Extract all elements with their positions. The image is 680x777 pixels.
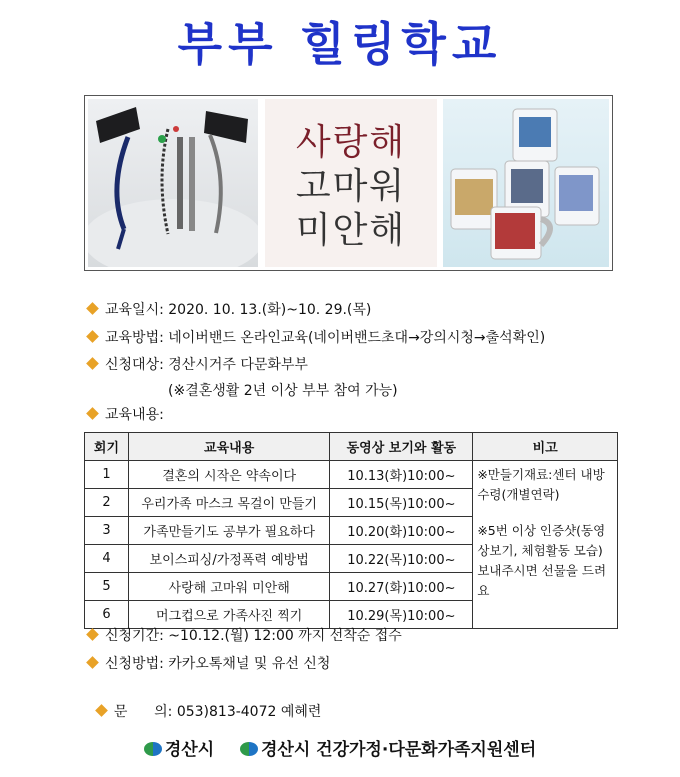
diamond-bullet-icon xyxy=(95,704,108,717)
edu-method xyxy=(84,328,545,348)
session-time: 10.20(화)10:00~ xyxy=(330,517,473,545)
footer-logo2: 경산시 건강가정·다문화가족지원센터 xyxy=(260,740,537,760)
diamond-bullet-icon xyxy=(86,357,99,370)
diamond-bullet-icon xyxy=(86,656,99,669)
page-title: 부부 힐링학교 xyxy=(177,17,503,71)
session-time: 10.27(화)10:00~ xyxy=(330,573,473,601)
footer-logos xyxy=(0,735,680,760)
edu-date-text: 교육일시: 2020. 10. 13.(화)~10. 29.(목) xyxy=(105,302,372,318)
contact-text: 문 의: 053)813-4072 예혜련 xyxy=(113,704,322,720)
apply-method xyxy=(84,654,330,674)
footer-logo1: 경산시 xyxy=(164,740,215,760)
session-time: 10.29(목)10:00~ xyxy=(330,601,473,629)
target-note: (※결혼생활 2년 이상 부부 참여 가능) xyxy=(168,383,398,399)
session-no: 3 xyxy=(85,517,129,545)
calligraphy-text xyxy=(265,121,437,253)
diamond-bullet-icon xyxy=(86,330,99,343)
gyeongsan-logo-icon xyxy=(144,742,162,756)
session-topic: 결혼의 시작은 약속이다 xyxy=(128,461,329,489)
edu-target-text: 신청대상: 경산시거주 다문화부부 xyxy=(105,357,308,373)
edu-content-text: 교육내용: xyxy=(105,407,164,423)
mask-necklace-illustration xyxy=(88,99,258,267)
edu-method-text: 교육방법: 네이버밴드 온라인교육(네이버밴드초대→강의시청→출석확인) xyxy=(105,330,546,346)
session-no: 6 xyxy=(85,601,129,629)
session-no: 2 xyxy=(85,489,129,517)
diamond-bullet-icon xyxy=(86,628,99,641)
header-session: 회기 xyxy=(85,433,129,461)
apply-period-text: 신청기간: ~10.12.(월) 12:00 까지 선착순 접수 xyxy=(105,628,402,644)
mugs-illustration xyxy=(443,99,609,267)
calligraphy-line: 고마워 xyxy=(295,166,407,207)
session-topic: 보이스피싱/가정폭력 예방법 xyxy=(128,545,329,573)
session-topic: 가족만들기도 공부가 필요하다 xyxy=(128,517,329,545)
session-time: 10.13(화)10:00~ xyxy=(330,461,473,489)
diamond-bullet-icon xyxy=(86,407,99,420)
calligraphy-photo xyxy=(265,99,437,267)
edu-content xyxy=(84,405,164,425)
photo-mug-photo xyxy=(443,99,609,267)
table-row xyxy=(85,461,618,489)
session-topic: 머그컵으로 가족사진 찍기 xyxy=(128,601,329,629)
session-time: 10.15(목)10:00~ xyxy=(330,489,473,517)
edu-date xyxy=(84,300,371,320)
session-topic: 우리가족 마스크 목걸이 만들기 xyxy=(128,489,329,517)
calligraphy-line: 미안해 xyxy=(295,210,407,251)
center-logo-icon xyxy=(240,742,258,756)
remark-gift: ※5번 이상 인증샷(동영상보기, 체험활동 모습) 보내주시면 선물을 드려요 xyxy=(477,523,607,598)
schedule-table xyxy=(84,432,618,629)
remark-cell xyxy=(473,461,618,629)
session-no: 1 xyxy=(85,461,129,489)
session-no: 5 xyxy=(85,573,129,601)
photo-strip xyxy=(84,95,613,271)
session-topic: 사랑해 고마워 미안해 xyxy=(128,573,329,601)
header-topic: 교육내용 xyxy=(128,433,329,461)
session-no: 4 xyxy=(85,545,129,573)
apply-method-text: 신청방법: 카카오톡채널 및 유선 신청 xyxy=(105,656,331,672)
mask-necklace-photo xyxy=(88,99,258,267)
contact xyxy=(84,682,321,722)
edu-target xyxy=(84,355,308,375)
calligraphy-line: 사랑해 xyxy=(295,122,407,163)
session-time: 10.22(목)10:00~ xyxy=(330,545,473,573)
apply-period xyxy=(84,626,402,646)
header-remark: 비고 xyxy=(473,433,618,461)
table-header-row xyxy=(85,433,618,461)
remark-materials: ※만들기재료:센터 내방수령(개별연락) xyxy=(477,467,605,502)
header-video: 동영상 보기와 활동 xyxy=(330,433,473,461)
diamond-bullet-icon xyxy=(86,302,99,315)
